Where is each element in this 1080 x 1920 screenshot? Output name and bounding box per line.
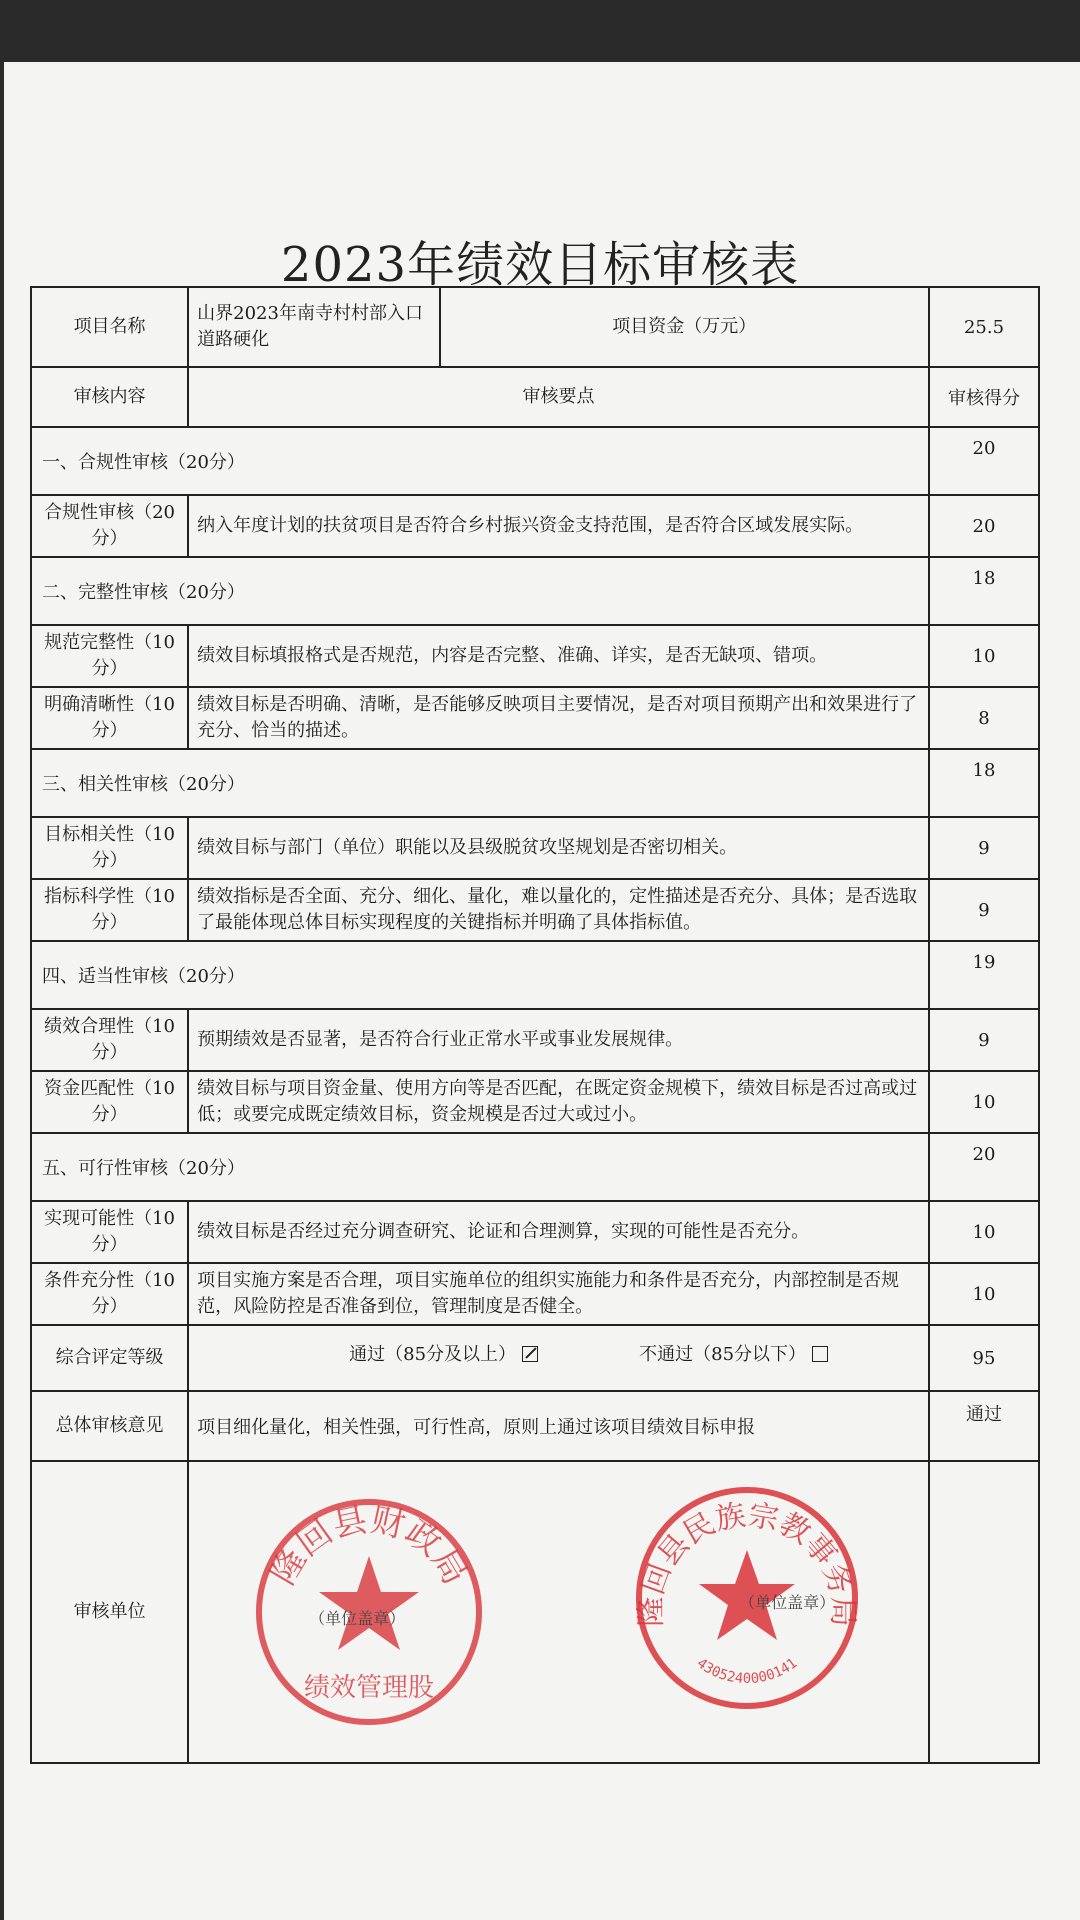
criterion-description: 绩效指标是否全面、充分、细化、量化，难以量化的，定性描述是否充分、具体；是否选取了最能体现总体目标实现程度的关键指标并明确了具体指标值。 <box>188 879 929 941</box>
criterion-description: 绩效目标是否经过充分调查研究、论证和合理测算，实现的可能性是否充分。 <box>188 1201 929 1263</box>
evaluation-pass-option <box>349 1340 538 1366</box>
criterion-label: 绩效合理性（10分） <box>31 1009 188 1071</box>
criterion-description: 项目实施方案是否合理，项目实施单位的组织实施能力和条件是否充分，内部控制是否规范，风险防控是否准备到位，管理制度是否健全。 <box>188 1263 929 1325</box>
opinion-result: 通过 <box>929 1391 1039 1461</box>
criterion-score: 20 <box>929 495 1039 557</box>
header-points: 审核要点 <box>188 367 929 427</box>
section-title: 五、可行性审核（20分） <box>31 1133 929 1201</box>
svg-text:绩效管理股: 绩效管理股 <box>304 1673 435 1703</box>
seal-area <box>188 1461 929 1763</box>
evaluation-fail-text: 不通过（85分以下） <box>639 1344 807 1365</box>
criterion-label: 规范完整性（10分） <box>31 625 188 687</box>
project-name-label: 项目名称 <box>31 287 188 367</box>
section-score: 20 <box>929 1133 1039 1201</box>
criterion-row <box>31 495 1039 557</box>
criterion-row <box>31 817 1039 879</box>
criterion-label: 合规性审核（20分） <box>31 495 188 557</box>
criterion-row <box>31 1009 1039 1071</box>
section-title: 一、合规性审核（20分） <box>31 427 929 495</box>
section-title: 三、相关性审核（20分） <box>31 749 929 817</box>
project-row <box>31 287 1039 367</box>
evaluation-options <box>188 1325 929 1391</box>
section-row <box>31 1133 1039 1201</box>
criterion-description: 纳入年度计划的扶贫项目是否符合乡村振兴资金支持范围，是否符合区域发展实际。 <box>188 495 929 557</box>
criterion-label: 明确清晰性（10分） <box>31 687 188 749</box>
criterion-description: 绩效目标填报格式是否规范，内容是否完整、准确、详实，是否无缺项、错项。 <box>188 625 929 687</box>
criterion-score: 10 <box>929 1071 1039 1133</box>
fail-checkbox <box>812 1346 828 1362</box>
audit-unit-row <box>31 1461 1039 1763</box>
criterion-score: 8 <box>929 687 1039 749</box>
criterion-label: 实现可能性（10分） <box>31 1201 188 1263</box>
review-table <box>30 286 1040 1764</box>
criterion-row <box>31 625 1039 687</box>
criterion-score: 9 <box>929 879 1039 941</box>
criterion-row <box>31 879 1039 941</box>
criterion-score: 9 <box>929 817 1039 879</box>
seal-note-2: （单位盖章） <box>739 1593 836 1612</box>
section-title: 四、适当性审核（20分） <box>31 941 929 1009</box>
criterion-row <box>31 1071 1039 1133</box>
evaluation-row <box>31 1325 1039 1391</box>
header-content: 审核内容 <box>31 367 188 427</box>
svg-text:4305240000141: 4305240000141 <box>693 1655 801 1688</box>
opinion-text: 项目细化量化，相关性强，可行性高，原则上通过该项目绩效目标申报 <box>188 1391 929 1461</box>
project-fund-label: 项目资金（万元） <box>440 287 929 367</box>
criterion-label: 目标相关性（10分） <box>31 817 188 879</box>
criterion-row <box>31 687 1039 749</box>
section-row <box>31 749 1039 817</box>
seal-note-1: （单位盖章） <box>309 1609 406 1628</box>
criterion-score: 9 <box>929 1009 1039 1071</box>
section-title: 二、完整性审核（20分） <box>31 557 929 625</box>
header-row <box>31 367 1039 427</box>
evaluation-label: 综合评定等级 <box>31 1325 188 1391</box>
project-fund-value: 25.5 <box>929 287 1039 367</box>
sections-body <box>31 427 1039 1325</box>
criterion-label: 条件充分性（10分） <box>31 1263 188 1325</box>
section-score: 20 <box>929 427 1039 495</box>
pass-checkbox <box>522 1346 538 1362</box>
svg-text:隆回县民族宗教事务局: 隆回县民族宗教事务局 <box>634 1497 861 1627</box>
section-row <box>31 557 1039 625</box>
section-score: 18 <box>929 557 1039 625</box>
criterion-description: 绩效目标与部门（单位）职能以及县级脱贫攻坚规划是否密切相关。 <box>188 817 929 879</box>
criterion-score: 10 <box>929 1201 1039 1263</box>
criterion-label: 资金匹配性（10分） <box>31 1071 188 1133</box>
criterion-description: 绩效目标与项目资金量、使用方向等是否匹配，在既定资金规模下，绩效目标是否过高或过低；或要完成既定绩效目标，资金规模是否过大或过小。 <box>188 1071 929 1133</box>
criterion-label: 指标科学性（10分） <box>31 879 188 941</box>
section-score: 19 <box>929 941 1039 1009</box>
section-row <box>31 941 1039 1009</box>
evaluation-fail-option <box>639 1340 828 1366</box>
header-score: 审核得分 <box>929 367 1039 427</box>
criterion-description: 绩效目标是否明确、清晰，是否能够反映项目主要情况，是否对项目预期产出和效果进行了充分、恰当的描述。 <box>188 687 929 749</box>
criterion-row <box>31 1201 1039 1263</box>
project-name-value: 山界2023年南寺村村部入口道路硬化 <box>188 287 439 367</box>
criterion-score: 10 <box>929 625 1039 687</box>
svg-text:隆回县财政局: 隆回县财政局 <box>263 1499 476 1592</box>
evaluation-pass-text: 通过（85分及以上） <box>349 1344 517 1365</box>
opinion-row <box>31 1391 1039 1461</box>
evaluation-score: 95 <box>929 1325 1039 1391</box>
document-title: 2023年绩效目标审核表 <box>280 237 800 293</box>
criterion-score: 10 <box>929 1263 1039 1325</box>
criterion-description: 预期绩效是否显著，是否符合行业正常水平或事业发展规律。 <box>188 1009 929 1071</box>
section-score: 18 <box>929 749 1039 817</box>
section-row <box>31 427 1039 495</box>
audit-unit-label: 审核单位 <box>31 1461 188 1763</box>
opinion-label: 总体审核意见 <box>31 1391 188 1461</box>
audit-unit-score-blank <box>929 1461 1039 1763</box>
criterion-row <box>31 1263 1039 1325</box>
